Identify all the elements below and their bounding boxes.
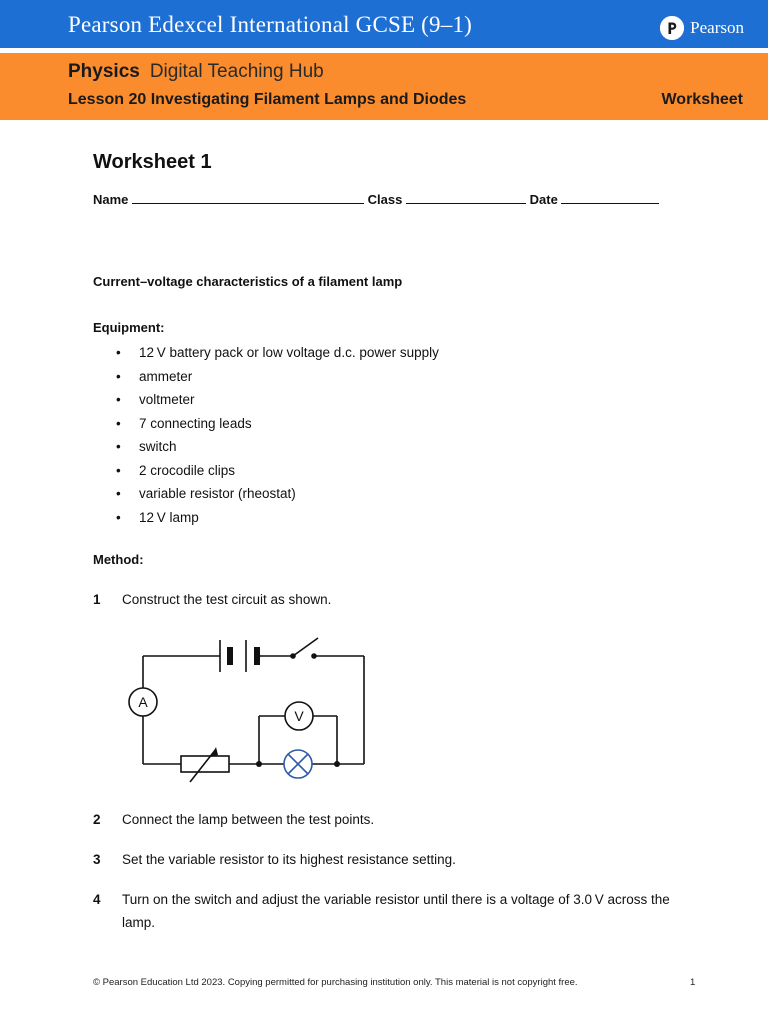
variable-resistor-icon <box>181 747 229 782</box>
lamp-icon <box>284 750 312 778</box>
class-field-line <box>406 191 526 204</box>
list-item <box>93 510 439 534</box>
step-text: Turn on the switch and adjust the variable resistor until there is a voltage of 3.0 V across the lamp. <box>122 892 670 930</box>
name-label: Name <box>93 192 129 207</box>
pearson-logo <box>660 15 744 41</box>
equipment-item-text: switch <box>139 439 177 454</box>
document-type-label: Worksheet <box>661 91 743 108</box>
section-title: Current–voltage characteristics of a filament lamp <box>93 274 403 289</box>
worksheet-heading: Worksheet 1 <box>93 151 212 173</box>
equipment-list <box>93 345 439 533</box>
hub-name: Digital Teaching Hub <box>149 61 324 82</box>
method-step <box>93 808 683 831</box>
circuit-diagram <box>120 628 380 788</box>
voltmeter-icon <box>285 702 313 730</box>
step-text: Connect the lamp between the test points. <box>122 812 375 827</box>
bullet-icon: • <box>116 462 121 478</box>
list-item <box>93 369 439 393</box>
equipment-item-text: ammeter <box>139 368 193 384</box>
date-label: Date <box>529 192 558 207</box>
equipment-item-text: 2 crocodile clips <box>139 462 236 478</box>
method-step <box>93 848 683 871</box>
step-text: Construct the test circuit as shown. <box>122 592 332 607</box>
bullet-icon: • <box>116 345 121 360</box>
equipment-item-text: voltmeter <box>139 392 195 407</box>
list-item <box>93 463 439 487</box>
switch-icon <box>290 638 318 659</box>
battery-icon <box>220 640 262 672</box>
lesson-title: Lesson 20 Investigating Filament Lamps and Diodes <box>68 91 467 108</box>
bullet-icon: • <box>116 439 121 454</box>
date-field-line <box>561 191 659 204</box>
bullet-icon: • <box>116 368 121 384</box>
bullet-icon: • <box>116 486 121 501</box>
subject-name: Physics <box>68 61 140 82</box>
subject-title <box>68 61 324 83</box>
name-field-line <box>132 191 364 204</box>
method-step <box>93 888 683 934</box>
bullet-icon: • <box>116 509 121 525</box>
step-number: 4 <box>93 892 101 907</box>
step-text: Set the variable resistor to its highest resistance setting. <box>122 852 456 867</box>
copyright-notice: © Pearson Education Ltd 2023. Copying permitted for purchasing institution only. This material is not copyright free. <box>93 977 578 988</box>
publisher-title: Pearson Edexcel International GCSE (9–1) <box>68 12 472 37</box>
publisher-header-bar <box>0 0 768 48</box>
class-label: Class <box>367 192 403 207</box>
list-item <box>93 392 439 416</box>
page-number: 1 <box>690 977 696 988</box>
list-item <box>93 439 439 463</box>
step-number: 2 <box>93 812 101 827</box>
step-number: 3 <box>93 852 101 867</box>
ammeter-icon <box>129 688 157 716</box>
equipment-heading: Equipment: <box>93 320 165 335</box>
course-banner <box>0 53 768 120</box>
equipment-item-text: variable resistor (rheostat) <box>139 486 296 501</box>
bullet-icon: • <box>116 415 121 431</box>
bullet-icon: • <box>116 392 121 407</box>
junction-dot <box>334 761 340 767</box>
equipment-item-text: 12 V lamp <box>139 509 199 525</box>
voltmeter-label: V <box>294 708 304 724</box>
method-step <box>93 588 683 611</box>
list-item <box>93 416 439 440</box>
ammeter-label: A <box>138 694 148 710</box>
equipment-item-text: 7 connecting leads <box>139 415 252 431</box>
student-details-row <box>93 191 659 207</box>
pearson-logo-icon <box>660 16 684 40</box>
pearson-logo-text: Pearson <box>690 18 744 37</box>
method-heading: Method: <box>93 552 144 567</box>
list-item <box>93 345 439 369</box>
junction-dot <box>256 761 262 767</box>
list-item <box>93 486 439 510</box>
step-number: 1 <box>93 592 101 607</box>
equipment-item-text: 12 V battery pack or low voltage d.c. power supply <box>139 345 439 360</box>
